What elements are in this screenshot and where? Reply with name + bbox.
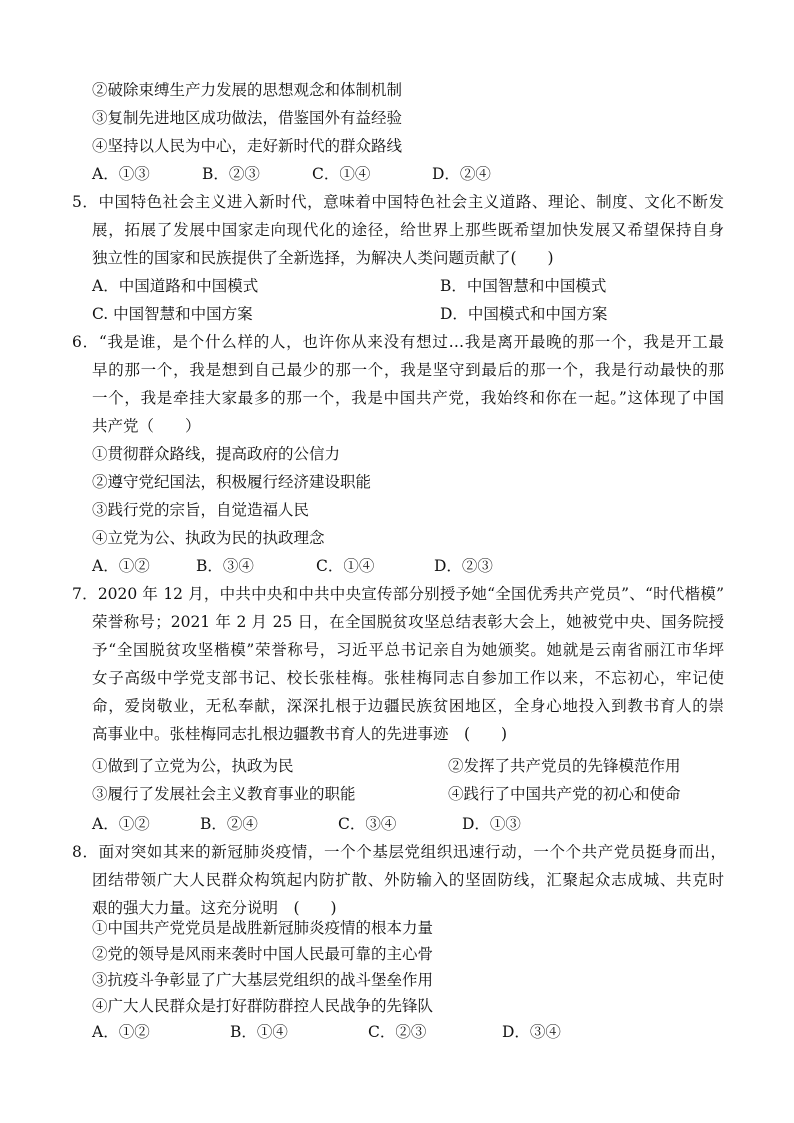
q8-option-b: B．①④ xyxy=(230,1023,288,1041)
top-item-2: ②破除束缚生产力发展的思想观念和体制机制 xyxy=(92,81,403,99)
top-option-c: C．①④ xyxy=(312,165,371,183)
q8-option-a: A．①② xyxy=(92,1023,150,1041)
q8-item-3: ③抗疫斗争彰显了广大基层党组织的战斗堡垒作用 xyxy=(92,971,434,989)
q5-stem-line-3: 独立性的国家和民族提供了全新选择，为解决人类问题贡献了( ) xyxy=(92,249,554,267)
q5-option-a: A．中国道路和中国模式 xyxy=(92,277,259,295)
q7-stem-line-4: 女子高级中学党支部书记、校长张桂梅。张桂梅同志自参加工作以来，不忘初心，牢记使 xyxy=(92,669,724,687)
q6-stem-line-3: 一个，我是牵挂大家最多的那一个，我是中国共产党，我始终和你在一起。”这体现了中国 xyxy=(92,389,724,407)
q6-option-a: A．①② xyxy=(92,557,150,575)
q6-item-2: ②遵守党纪国法，积极履行经济建设职能 xyxy=(92,473,372,491)
q7-item-4: ④践行了中国共产党的初心和使命 xyxy=(448,785,681,803)
q7-stem-line-5: 命，爱岗敬业，无私奉献，深深扎根于边疆民族贫困地区，全身心地投入到教书育人的崇 xyxy=(92,697,724,715)
q6-stem-line-1: 6．“我是谁，是个什么样的人，也许你从来没有想过…我是离开最晚的那一个，我是开工最 xyxy=(72,333,724,351)
q6-stem-line-2: 早的那一个，我是想到自己最少的那一个，我是坚守到最后的那一个，我是行动最快的那 xyxy=(92,361,724,379)
q5-stem-line-1: 5．中国特色社会主义进入新时代，意味着中国特色社会主义道路、理论、制度、文化不断发 xyxy=(72,193,724,211)
q6-option-b: B．③④ xyxy=(196,557,254,575)
q7-option-c: C．③④ xyxy=(338,815,397,833)
q8-stem-line-1: 8．面对突如其来的新冠肺炎疫情，一个个基层党组织迅速行动，一个个共产党员挺身而出， xyxy=(72,843,726,861)
q6-item-3: ③践行党的宗旨，自觉造福人民 xyxy=(92,501,310,519)
q5-option-c: C. 中国智慧和中国方案 xyxy=(92,305,253,323)
q6-item-4: ④立党为公、执政为民的执政理念 xyxy=(92,529,325,547)
q8-stem-line-3: 艰的强大力量。这充分说明 ( ) xyxy=(92,899,337,917)
top-option-d: D．②④ xyxy=(432,165,491,183)
q7-item-2: ②发挥了共产党员的先锋模范作用 xyxy=(448,757,681,775)
q7-option-a: A．①② xyxy=(92,815,150,833)
q7-stem-line-3: 予“全国脱贫攻坚楷模”荣誉称号，习近平总书记亲自为她颁奖。她就是云南省丽江市华坪 xyxy=(92,641,724,659)
q7-stem-line-2: 荣誉称号；2021 年 2 月 25 日，在全国脱贫攻坚总结表彰大会上，她被党中央、国务院授 xyxy=(92,613,724,631)
top-option-a: A．①③ xyxy=(92,165,150,183)
q6-option-c: C．①④ xyxy=(316,557,375,575)
q8-stem-line-2: 团结带领广大人民群众构筑起内防扩散、外防输入的坚固防线，汇聚起众志成城、共克时 xyxy=(92,871,724,889)
q7-stem-line-1: 7．2020 年 12 月，中共中央和中共中央宣传部分别授予她“全国优秀共产党员”、“时代楷模” xyxy=(72,585,724,603)
q5-option-b: B．中国智慧和中国模式 xyxy=(440,277,607,295)
q7-item-1: ①做到了立党为公，执政为民 xyxy=(92,757,294,775)
q7-stem-line-6: 高事业中。张桂梅同志扎根边疆教书育人的先进事迹 ( ) xyxy=(92,725,508,743)
q8-item-1: ①中国共产党党员是战胜新冠肺炎疫情的根本力量 xyxy=(92,919,434,937)
q6-stem-line-4: 共产党（ ） xyxy=(92,417,201,435)
q8-item-4: ④广大人民群众是打好群防群控人民战争的先锋队 xyxy=(92,997,434,1015)
q8-item-2: ②党的领导是风雨来袭时中国人民最可靠的主心骨 xyxy=(92,945,434,963)
q5-stem-line-2: 展，拓展了发展中国家走向现代化的途径，给世界上那些既希望加快发展又希望保持自身 xyxy=(92,221,724,239)
q8-option-c: C．②③ xyxy=(368,1023,427,1041)
q6-item-1: ①贯彻群众路线，提高政府的公信力 xyxy=(92,445,341,463)
top-option-b: B．②③ xyxy=(202,165,260,183)
q6-option-d: D．②③ xyxy=(434,557,493,575)
q8-option-d: D．③④ xyxy=(502,1023,561,1041)
top-item-4: ④坚持以人民为中心，走好新时代的群众路线 xyxy=(92,137,403,155)
q7-option-d: D．①③ xyxy=(462,815,521,833)
q7-item-3: ③履行了发展社会主义教育事业的职能 xyxy=(92,785,356,803)
q5-option-d: D．中国模式和中国方案 xyxy=(440,305,608,323)
top-item-3: ③复制先进地区成功做法，借鉴国外有益经验 xyxy=(92,109,403,127)
q7-option-b: B．②④ xyxy=(200,815,258,833)
